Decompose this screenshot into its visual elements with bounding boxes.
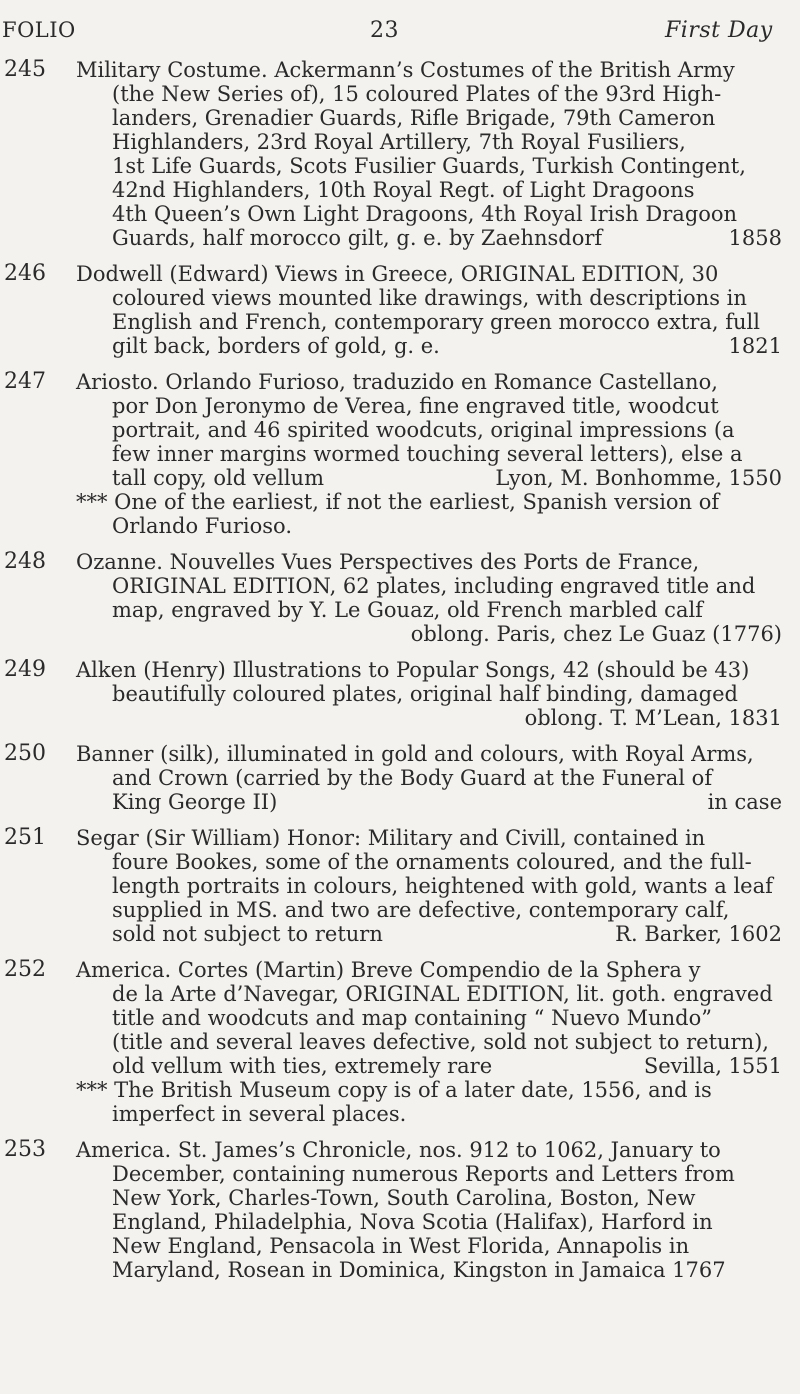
lot-imprint: 1821 (728, 334, 782, 358)
lot-line (76, 490, 782, 514)
lot-text: Segar (Sir William) Honor: Military and Civill, contained in (76, 826, 706, 850)
lot-line (76, 370, 782, 394)
lot-line (76, 1054, 782, 1078)
lot-line (76, 958, 782, 982)
lot-imprint: 1858 (728, 226, 782, 250)
lot-line (76, 418, 782, 442)
lot-number: 250 (4, 741, 46, 766)
lot-text: King George II) (112, 790, 278, 814)
lot-text: Highlanders, 23rd Royal Artillery, 7th Royal Fusiliers, (112, 130, 686, 154)
lot-number: 253 (4, 1137, 46, 1162)
lot-line (76, 574, 782, 598)
lot-entry (0, 550, 800, 646)
lot-number: 247 (4, 369, 46, 394)
lot-imprint: in case (707, 790, 782, 814)
lot-line (76, 466, 782, 490)
lot-line (76, 742, 782, 766)
lot-line (76, 130, 782, 154)
lot-imprint: oblong. Paris, chez Le Guaz (1776) (410, 622, 782, 646)
lot-text: New England, Pensacola in West Florida, Annapolis in (112, 1234, 690, 1258)
lot-text: Banner (silk), illuminated in gold and colours, with Royal Arms, (76, 742, 754, 766)
lot-line (76, 1006, 782, 1030)
lot-text: tall copy, old vellum (112, 466, 324, 490)
lot-text: Dodwell (Edward) Views in Greece, ORIGINAL EDITION, 30 (76, 262, 719, 286)
lot-text: por Don Jeronymo de Verea, fine engraved title, woodcut (112, 394, 719, 418)
lot-entry (0, 742, 800, 814)
lot-text: and Crown (carried by the Body Guard at the Funeral of (112, 766, 713, 790)
lot-imprint: R. Barker, 1602 (615, 922, 782, 946)
lot-line (76, 310, 782, 334)
lot-line (76, 790, 782, 814)
header-day: First Day (665, 18, 773, 43)
lot-line (76, 178, 782, 202)
lot-text: England, Philadelphia, Nova Scotia (Halifax), Harford in (112, 1210, 713, 1234)
lot-text: landers, Grenadier Guards, Rifle Brigade, 79th Cameron (112, 106, 716, 130)
lot-line (76, 850, 782, 874)
lot-imprint: oblong. T. M’Lean, 1831 (524, 706, 782, 730)
lot-line (76, 1186, 782, 1210)
header-folio: FOLIO (2, 18, 76, 42)
lot-line (76, 154, 782, 178)
lot-text: map, engraved by Y. Le Gouaz, old French marbled calf (112, 598, 703, 622)
lot-line (76, 226, 782, 250)
lot-text: December, containing numerous Reports and Letters from (112, 1162, 735, 1186)
lot-number: 252 (4, 957, 46, 982)
lot-line (76, 82, 782, 106)
lot-text: old vellum with ties, extremely rare (112, 1054, 493, 1078)
lot-text: (the New Series of), 15 coloured Plates of the 93rd High- (112, 82, 722, 106)
lot-text: America. St. James’s Chronicle, nos. 912 to 1062, January to (76, 1138, 721, 1162)
lot-entry (0, 262, 800, 358)
page-header (0, 18, 800, 48)
lot-line (76, 262, 782, 286)
lot-text: English and French, contemporary green morocco extra, full (112, 310, 760, 334)
lot-number: 248 (4, 549, 46, 574)
lot-text: America. Cortes (Martin) Breve Compendio de la Sphera y (76, 958, 701, 982)
lot-line (76, 550, 782, 574)
lot-text: (title and several leaves defective, sold not subject to return), (112, 1030, 769, 1054)
lot-text: Orlando Furioso. (112, 514, 292, 538)
lot-text: portrait, and 46 spirited woodcuts, original impressions (a (112, 418, 735, 442)
lot-line (76, 658, 782, 682)
lot-line (76, 106, 782, 130)
lot-line (76, 334, 782, 358)
lot-text: ORIGINAL EDITION, 62 plates, including engraved title and (112, 574, 756, 598)
lot-line (76, 1210, 782, 1234)
lot-entry (0, 1138, 800, 1282)
lot-text: Guards, half morocco gilt, g. e. by Zaehnsdorf (112, 226, 603, 250)
lot-text: Ariosto. Orlando Furioso, traduzido en Romance Castellano, (76, 370, 718, 394)
lot-entry (0, 958, 800, 1126)
lot-line (76, 898, 782, 922)
lot-line (76, 286, 782, 310)
lot-line (76, 1234, 782, 1258)
lot-text: gilt back, borders of gold, g. e. (112, 334, 440, 358)
lot-line (76, 442, 782, 466)
lot-line (76, 1078, 782, 1102)
lot-text: *** One of the earliest, if not the earliest, Spanish version of (76, 490, 720, 514)
lot-text: beautifully coloured plates, original half binding, damaged (112, 682, 738, 706)
lot-line (76, 1030, 782, 1054)
lot-number: 245 (4, 57, 46, 82)
lot-entry (0, 658, 800, 730)
lot-imprint: Lyon, M. Bonhomme, 1550 (495, 466, 782, 490)
lot-text: 42nd Highlanders, 10th Royal Regt. of Light Dragoons (112, 178, 695, 202)
lot-text: Maryland, Rosean in Dominica, Kingston in Jamaica 1767 (112, 1258, 726, 1282)
lot-text: Military Costume. Ackermann’s Costumes of the British Army (76, 58, 735, 82)
lot-text: Alken (Henry) Illustrations to Popular Songs, 42 (should be 43) (76, 658, 750, 682)
lot-text: length portraits in colours, heightened with gold, wants a leaf (112, 874, 773, 898)
lot-line (76, 622, 782, 646)
lot-line (76, 682, 782, 706)
lot-line (76, 706, 782, 730)
lot-imprint: Sevilla, 1551 (643, 1054, 782, 1078)
lot-line (76, 982, 782, 1006)
lot-entry (0, 826, 800, 946)
lot-line (76, 1138, 782, 1162)
lot-text: sold not subject to return (112, 922, 383, 946)
lot-text: imperfect in several places. (112, 1102, 407, 1126)
lot-text: foure Bookes, some of the ornaments coloured, and the full- (112, 850, 752, 874)
lot-text: supplied in MS. and two are defective, contemporary calf, (112, 898, 730, 922)
lot-line (76, 58, 782, 82)
lot-number: 246 (4, 261, 46, 286)
lot-line (76, 922, 782, 946)
lot-line (76, 394, 782, 418)
lot-text: few inner margins wormed touching several letters), else a (112, 442, 743, 466)
lot-text: *** The British Museum copy is of a later date, 1556, and is (76, 1078, 712, 1102)
lot-text: New York, Charles-Town, South Carolina, Boston, New (112, 1186, 696, 1210)
page-number: 23 (370, 18, 399, 43)
lot-line (76, 202, 782, 226)
lot-text: 1st Life Guards, Scots Fusilier Guards, Turkish Contingent, (112, 154, 746, 178)
lot-number: 251 (4, 825, 46, 850)
lot-line (76, 766, 782, 790)
lot-line (76, 598, 782, 622)
lot-line (76, 1258, 782, 1282)
lot-entry (0, 58, 800, 250)
lot-entry (0, 370, 800, 538)
lot-number: 249 (4, 657, 46, 682)
lot-text: 4th Queen’s Own Light Dragoons, 4th Royal Irish Dragoon (112, 202, 738, 226)
lot-line (76, 514, 782, 538)
lot-line (76, 826, 782, 850)
lot-list (0, 58, 800, 1294)
lot-line (76, 1102, 782, 1126)
lot-text: coloured views mounted like drawings, with descriptions in (112, 286, 747, 310)
lot-text: title and woodcuts and map containing “ Nuevo Mundo” (112, 1006, 712, 1030)
lot-line (76, 874, 782, 898)
lot-text: de la Arte d’Navegar, ORIGINAL EDITION, lit. goth. engraved (112, 982, 773, 1006)
lot-text: Ozanne. Nouvelles Vues Perspectives des Ports de France, (76, 550, 700, 574)
lot-line (76, 1162, 782, 1186)
